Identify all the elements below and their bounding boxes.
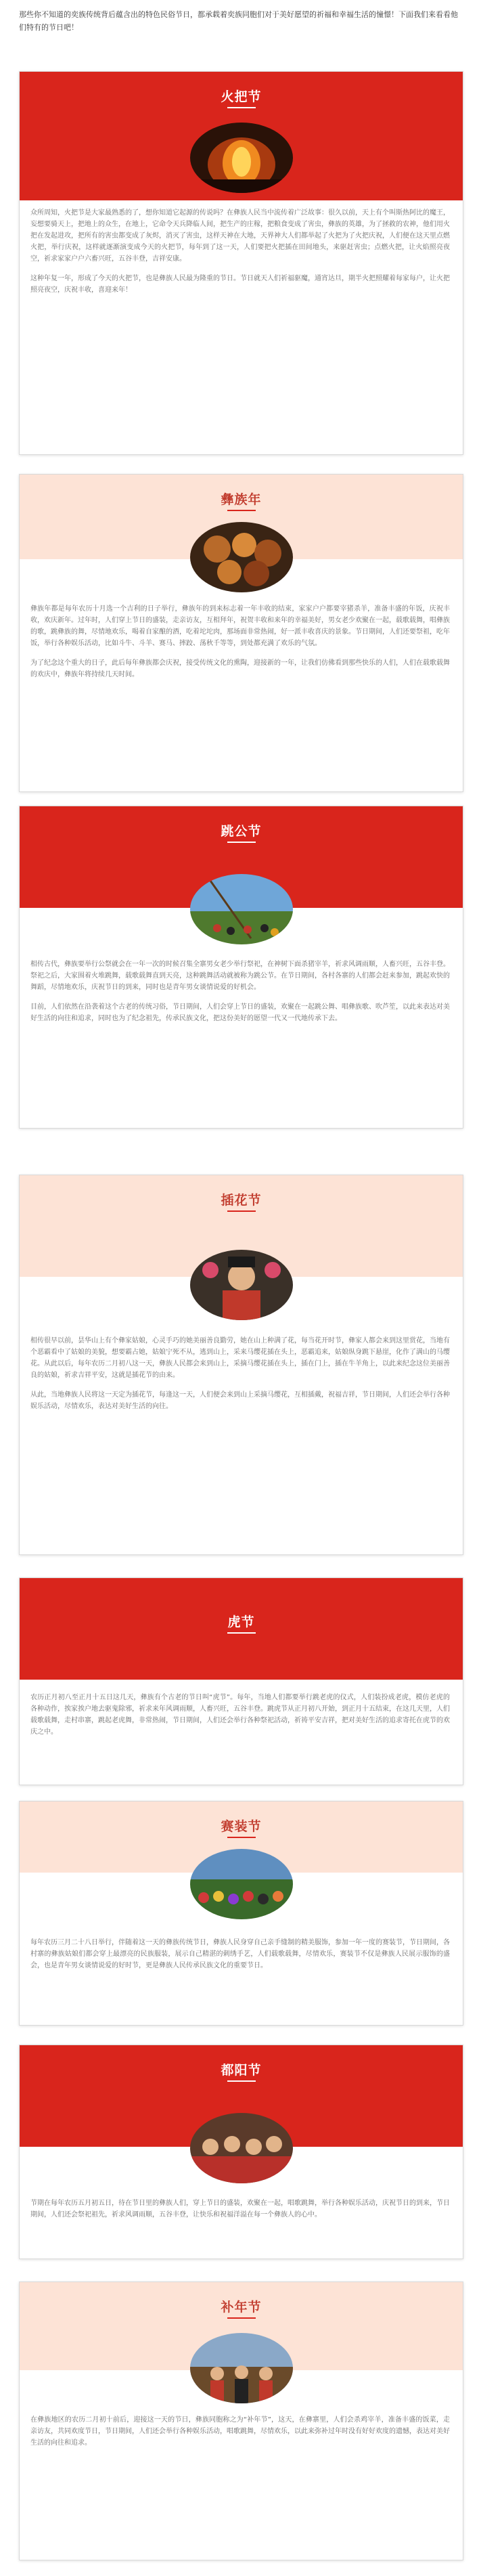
festival-paragraph: 这种年复一年，形成了今天的火把节，也是彝族人民最为隆重的节日。节日就天人们祈福驱魔，通宵达旦，期半火把照耀着每家每户，让火把照亮夜空，庆祝丰收，喜迎来年！ [30, 275, 450, 294]
festival-photo [190, 1250, 293, 1320]
festival-body [30, 603, 450, 680]
festival-card-hu [19, 1577, 463, 1785]
festival-card-bunian [19, 2282, 463, 2560]
festival-paragraph: 相传很早以前，昙华山上有个彝家姑娘，心灵手巧的她美丽善良勤劳，她在山上种满了花，每当花开时节，彝家人都会来到这里赏花，当地有个恶霸看中了姑娘的美貌，想要霸占她，姑娘宁死不从，逃到山上，采来马缨花插在头上，恶霸追来，姑娘纵身跳下悬崖，化作了满山的马缨花。从此以后，每年农历二月初八这一天，彝族人民都会来到山上，采摘马缨花插在头上，插在门上，插在牛羊角上，以此来纪念这位美丽善良的姑娘，祈求吉祥平安，这就是插花节的由来。 [30, 1337, 450, 1379]
title-underline [227, 510, 256, 511]
festival-body [30, 207, 450, 296]
title-underline [227, 1210, 256, 1212]
festival-photo [190, 2113, 293, 2183]
festival-paragraph: 每年农历三月二十八日举行，伴随着这一天的彝族传统节日，彝族人民身穿自己亲手缝制的精美服饰，参加一年一度的赛装节，节日期间，各村寨的彝族姑娘们都会穿上最漂亮的民族服装，展示自己精湛的刺绣手艺，人们载歌载舞，尽情欢乐，赛装节不仅是彝族人民展示服饰的盛会，也是青年男女谈情说爱的好时节，更是彝族人民传承民族文化的重要节日。 [30, 1939, 450, 1969]
festival-paragraph: 彝族年都是每年农历十月选一个吉利的日子举行，彝族年的到来标志着一年丰收的结束，家家户户都要宰猪杀羊，准备丰盛的年饭，庆祝丰收，欢庆新年。过年时，人们穿上节日的盛装，走亲访友，互相拜年，祝贺丰收和来年的幸福美好，男女老少欢聚在一起，载歌载舞，唱彝族的歌，跳彝族的舞，尽情地欢乐，喝着自家酿的酒，吃着坨坨肉，那场面非常热闹，好一派丰收喜庆的景象。节日期间，人们还要祭祖，吃年饭，举行各种娱乐活动，比如斗牛、斗羊、赛马、摔跤、荡秋千等等，到处都充满了欢乐的气氛。 [30, 605, 450, 647]
festival-card-huoba [19, 71, 463, 455]
title-underline [227, 2080, 256, 2082]
festival-title: 火把节 [221, 89, 262, 104]
festival-photo [190, 874, 293, 944]
title-underline [227, 842, 256, 843]
festival-title: 彝族年 [221, 492, 262, 507]
festival-title: 赛装节 [221, 1819, 262, 1834]
festival-title: 跳公节 [221, 824, 262, 839]
festival-paragraph: 为了纪念这个重大的日子，此后每年彝族都会庆祝，接受传统文化的熏陶，迎接新的一年，让我们仿佛看到那些快乐的人们，人们在载歌载舞的欢庆中，彝族年将持续几天时间。 [30, 659, 450, 678]
title-underline [227, 1837, 256, 1838]
festival-body [30, 1335, 450, 1412]
intro-text: 那些你不知道的奕族传统背后蕴含出的特色民俗节日，都承载着奕族同胞们对于美好愿望的祈福和幸福生活的憧憬！下面我们来看看他们特有的节日吧！ [19, 10, 458, 32]
festival-photo [190, 123, 293, 193]
festival-paragraph: 目前，人们依然在沿袭着这个古老的传统习俗，节日期间，人们会穿上节日的盛装，欢聚在一起跳公舞、唱彝族歌、吹芦笙，以此来表达对美好生活的向往和追求，同时也为了纪念祖先，传承民族文化，把这份美好的愿望一代又一代地传承下去。 [30, 1003, 450, 1022]
festival-paragraph: 相传古代，彝族要举行公祭就会在一年一次的时候召集全寨男女老少举行祭祀，在神树下面杀猪宰羊，祈求风调雨顺，人畜兴旺，五谷丰登。祭祀之后，大家围着火堆跳舞，载歌载舞直到天亮，这种跳舞活动就被称为跳公节。在节日期间，各村各寨的人们都会赶来参加，跳起欢快的舞蹈，尽情地欢乐，庆祝节日的到来，同时也是青年男女谈情说爱的好机会。 [30, 961, 450, 991]
festival-card-tiaogong [19, 806, 463, 1129]
festival-paragraph: 从此，当地彝族人民将这一天定为插花节，每逢这一天，人们便会来到山上采摘马缨花，互相插戴，祝福吉祥，节日期间，人们还会举行各种娱乐活动，尽情欢乐，表达对美好生活的向往。 [30, 1391, 450, 1410]
festival-paragraph: 农历正月初八至正月十五日这几天，彝族有个古老的节日叫“虎节”。每年，当地人们都要举行跳老虎的仪式，人们装扮成老虎，模仿老虎的各种动作，挨家挨户地去驱鬼除邪，祈求来年风调雨顺，人畜兴旺，五谷丰登。跳虎节从正月初八开始，到正月十五结束，在这几天里，人们载歌载舞，走村串寨，跳起老虎舞，非常热闹，节日期间，人们还会举行各种祭祀活动，祈祷平安吉祥，把对美好生活的追求寄托在虎节的欢庆之中。 [30, 1694, 450, 1736]
title-underline [227, 107, 256, 108]
festival-card-chahua [19, 1175, 463, 1555]
festival-photo [190, 522, 293, 592]
festival-body [30, 2198, 450, 2221]
festival-title: 插花节 [221, 1193, 262, 1208]
festival-title: 补年节 [221, 2300, 262, 2315]
festival-paragraph: 在彝族地区的农历二月初十前后，迎接这一天的节日，彝族同胞称之为“补年节”，这天，在彝寨里，人们会杀鸡宰羊，准备丰盛的饭菜，走亲访友，共同欢度节日，节日期间，人们还会举行各种娱乐活动，唱歌跳舞，尽情欢乐，以此来弥补过年时没有好好欢度的遗憾，表达对美好生活的向往和追求。 [30, 2416, 450, 2447]
festival-paragraph: 众所周知，火把节是大家最熟悉的了，想你知道它起源的传说吗？在彝族人民当中流传着广泛故事：很久以前，天上有个叫斯热阿比的魔王，妄想要骑天上，把地上的众生，在地上，它命令天兵降临人间，把生产的庄稼，把粮食变成了害虫，彝族的英雄，为了拯救的农神，他们用火把在发起进攻，把所有的害虫都变成了灰烬，消灭了害虫，这样天神在大地，天界神大人们都举起了火把为了火把庆祝，人们便在这天里点燃火把，举行庆祝，这样就逐渐演变成今天的火把节，每年到了这一天，人们要把火把插在田间地头，来驱赶害虫；点燃火把，让火焰照亮夜空，祈求家家户户六畜兴旺，五谷丰登，吉祥安康。 [30, 209, 450, 263]
title-underline [227, 2317, 256, 2319]
festival-title: 虎节 [227, 1615, 255, 1630]
festival-photo [190, 1849, 293, 1919]
festival-body [30, 1692, 450, 1738]
festival-body [30, 959, 450, 1024]
festival-body [30, 1937, 450, 1971]
festival-paragraph: 节期在每年农历五月初五日，待在节日里的彝族人们，穿上节日的盛装，欢聚在一起，唱歌跳舞，举行各种娱乐活动，庆祝节日的到来，节日期间，人们还会祭祀祖先，祈求风调雨顺，五谷丰登，让快乐和祝福洋溢在每一个彝族人的心中。 [30, 2200, 450, 2219]
festival-body [30, 2414, 450, 2449]
festival-card-yizu-nian [19, 474, 463, 792]
festival-card-duyang [19, 2045, 463, 2259]
title-underline [227, 1632, 256, 1634]
festival-title: 都阳节 [221, 2063, 262, 2078]
festival-photo [190, 2333, 293, 2403]
festival-card-saizhuang [19, 1801, 463, 2026]
